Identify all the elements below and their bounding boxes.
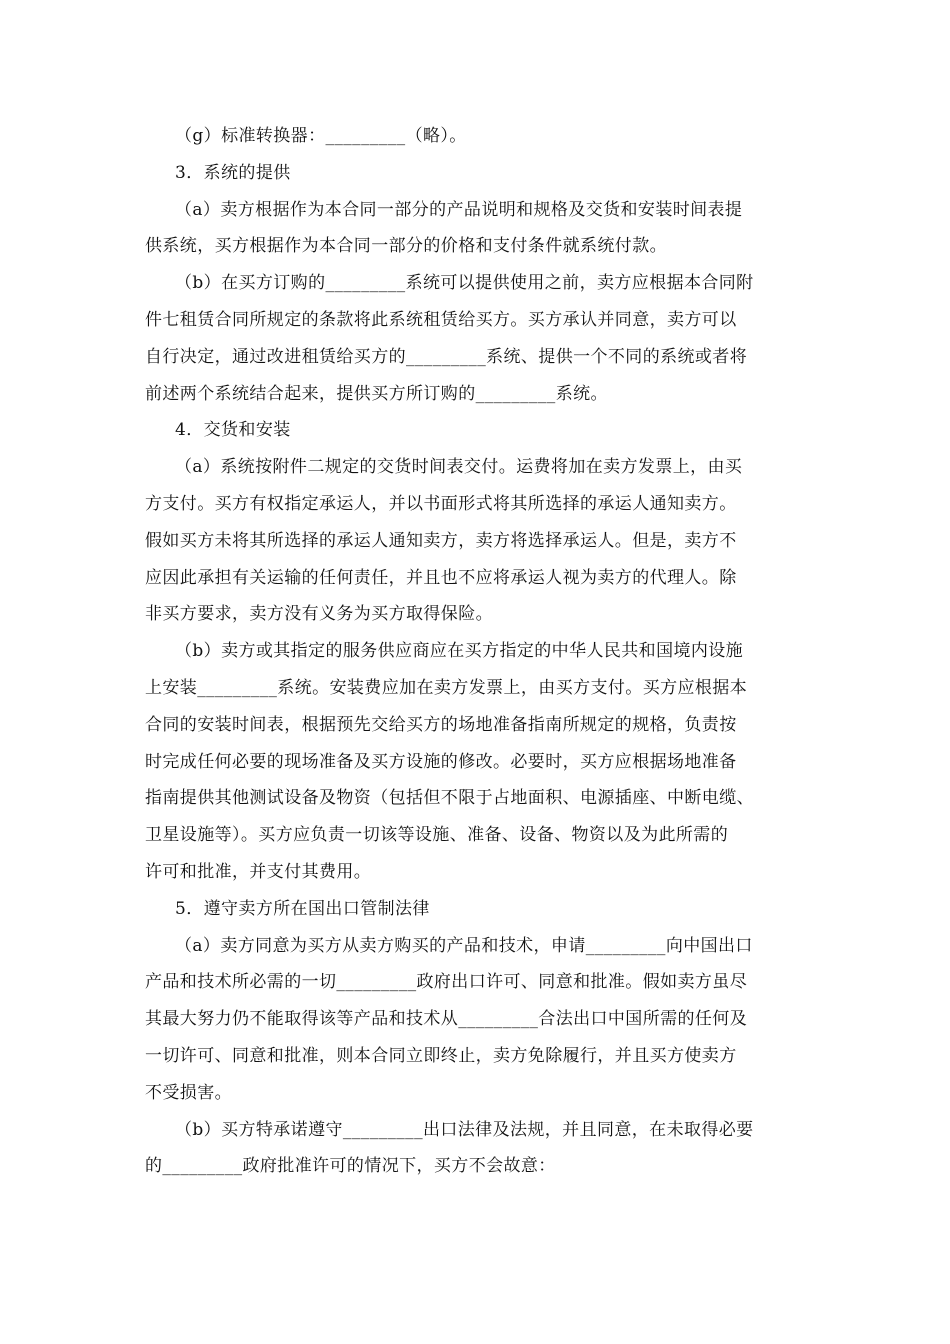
document-body xyxy=(145,118,809,1185)
text-line: （b）卖方或其指定的服务供应商应在买方指定的中华人民共和国境内设施 xyxy=(175,641,744,662)
text-line: 指南提供其他测试设备及物资（包括但不限于占地面积、电源插座、中断电缆、 xyxy=(145,788,754,809)
text-line: 不受损害。 xyxy=(145,1082,232,1103)
text-line: （a）系统按附件二规定的交货时间表交付。运费将加在卖方发票上，由买 xyxy=(175,457,743,478)
text-line: 一切许可、同意和批准，则本合同立即终止，卖方免除履行，并且买方使卖方 xyxy=(145,1045,737,1066)
text-line: 上安装_________系统。安装费应加在卖方发票上，由买方支付。买方应根据本 xyxy=(145,677,748,698)
text-line: 的_________政府批准许可的情况下，买方不会故意： xyxy=(145,1156,556,1177)
text-line: 方支付。买方有权指定承运人，并以书面形式将其所选择的承运人通知卖方。 xyxy=(145,493,737,514)
text-line: 前述两个系统结合起来，提供买方所订购的_________系统。 xyxy=(145,383,608,404)
text-line: 其最大努力仍不能取得该等产品和技术从_________合法出口中国所需的任何及 xyxy=(145,1009,748,1030)
text-line: 假如买方未将其所选择的承运人通知卖方，卖方将选择承运人。但是，卖方不 xyxy=(145,530,737,551)
text-line: 应因此承担有关运输的任何责任，并且也不应将承运人视为卖方的代理人。除 xyxy=(145,567,737,588)
text-line: （b）在买方订购的_________系统可以提供使用之前，卖方应根据本合同附 xyxy=(175,273,754,294)
text-line: 卫星设施等）。买方应负责一切该等设施、准备、设备、物资以及为此所需的 xyxy=(145,825,729,846)
text-line: 供系统，买方根据作为本合同一部分的价格和支付条件就系统付款。 xyxy=(145,236,667,257)
text-line: （a）卖方同意为买方从卖方购买的产品和技术，申请_________向中国出口 xyxy=(175,935,753,956)
text-line: 件七租赁合同所规定的条款将此系统租赁给买方。买方承认并同意，卖方可以 xyxy=(145,309,737,330)
text-line: 非买方要求，卖方没有义务为买方取得保险。 xyxy=(145,604,493,625)
section-heading: 4．交货和安装 xyxy=(175,420,291,441)
section-heading: 3．系统的提供 xyxy=(175,162,291,183)
text-line: 产品和技术所必需的一切_________政府出口许可、同意和批准。假如卖方虽尽 xyxy=(145,972,748,993)
section-heading: 5．遵守卖方所在国出口管制法律 xyxy=(175,898,430,919)
text-line: （b）买方特承诺遵守_________出口法律及法规，并且同意，在未取得必要 xyxy=(175,1119,754,1140)
text-line: 许可和批准，并支付其费用。 xyxy=(145,861,372,882)
text-line: 自行决定，通过改进租赁给买方的_________系统、提供一个不同的系统或者将 xyxy=(145,346,748,367)
text-line: （a）卖方根据作为本合同一部分的产品说明和规格及交货和安装时间表提 xyxy=(175,199,743,220)
text-line: 时完成任何必要的现场准备及买方设施的修改。必要时，买方应根据场地准备 xyxy=(145,751,737,772)
text-line: 合同的安装时间表，根据预先交给买方的场地准备指南所规定的规格，负责按 xyxy=(145,714,737,735)
text-line: （g）标准转换器：_________（略）。 xyxy=(175,126,467,146)
